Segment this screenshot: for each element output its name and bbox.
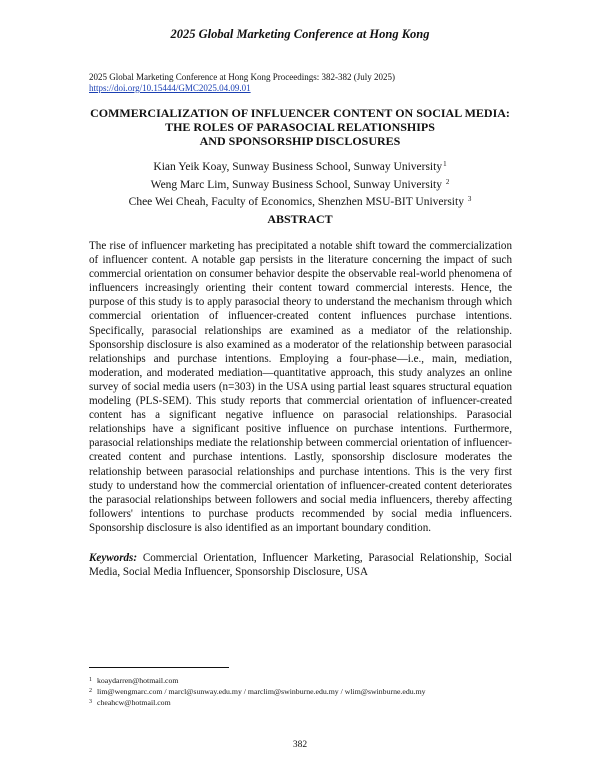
- footnote-email: lim@wengmarc.com / marcl@sunway.edu.my / marclim@swinburne.edu.my / wlim@swinburne.edu.my: [97, 687, 426, 696]
- proceedings-citation: 2025 Global Marketing Conference at Hong Kong Proceedings: 382-382 (July 2025): [89, 72, 395, 82]
- footnote: [89, 686, 519, 697]
- footnote-mark: 3: [89, 699, 92, 705]
- keywords-label: Keywords:: [89, 552, 138, 564]
- footnote-divider: [89, 667, 229, 668]
- footnote-email: cheahcw@hotmail.com: [97, 698, 171, 707]
- title-line-1: COMMERCIALIZATION OF INFLUENCER CONTENT ON SOCIAL MEDIA:: [90, 106, 510, 120]
- author-line: [60, 157, 540, 175]
- footnote-email: koaydarren@hotmail.com: [97, 676, 179, 685]
- footnote-mark: 2: [89, 688, 92, 694]
- title-line-2: THE ROLES OF PARASOCIAL RELATIONSHIPS: [165, 120, 435, 134]
- author-list: [60, 157, 540, 210]
- abstract-body: The rise of influencer marketing has precipitated a notable shift toward the commercialization of influencer content. A notable gap persists in the literature concerning the impact of such commercial orientation on consumer behavior despite the observable real-world phenomena of influencers increasingly orienting their content toward commercial interests. Hence, the purpose of this study is to apply parasocial theory to understand the mechanism through which commercial orientation of influencer-created content influences purchase intentions. Specifically, parasocial relationships are examined as a mediator of the relationship. Sponsorship disclosure is also examined as a moderator of the relationship between parasocial relationships and purchase intentions. Employing a four-phase—i.e., main, mediation, moderation, and moderated mediation—quantitative approach, this study analyzes an online survey of social media users (n=303) in the USA using partial least squares structural equation modeling (PLS-SEM). This study reports that commercial orientation of influencer-created content has a significant negative influence on parasocial relationships. Parasocial relationships have a significant positive influence on purchase intentions. Furthermore, parasocial relationships mediate the relationship between commercial orientation of influencer-created content and purchase intentions. Lastly, sponsorship disclosure moderates the relationship between parasocial relationships and purchase intentions. This is the very first study to understand how the commercial orientation of influencer-created content deteriorates the parasocial relationships between followers and social media influencers, thereby affecting followers' intentions to purchase products recommended by social media influencers. Sponsorship disclosure is also identified as an important boundary condition.: [89, 240, 512, 534]
- page-number: 382: [292, 740, 308, 750]
- paper-title: [60, 106, 540, 148]
- footnote-mark: 1: [89, 677, 92, 683]
- running-head: 2025 Global Marketing Conference at Hong Kong: [170, 27, 430, 41]
- author-footnote-mark: 1: [443, 160, 447, 168]
- footnote: [89, 675, 519, 686]
- author-name: Chee Wei Cheah, Faculty of Economics, Shenzhen MSU-BIT University: [128, 196, 464, 208]
- author-line: [60, 192, 540, 210]
- author-name: Kian Yeik Koay, Sunway Business School, Sunway University: [153, 161, 443, 173]
- keywords: [89, 551, 512, 579]
- author-footnote-mark: 3: [467, 195, 472, 203]
- abstract-heading: ABSTRACT: [267, 212, 333, 226]
- title-line-3: AND SPONSORSHIP DISCLOSURES: [199, 134, 401, 148]
- doi-link[interactable]: https://doi.org/10.15444/GMC2025.04.09.01: [89, 83, 251, 93]
- proceedings-info: [89, 72, 395, 94]
- author-line: [60, 175, 540, 193]
- footnote: [89, 697, 519, 708]
- author-name: Weng Marc Lim, Sunway Business School, Sunway University: [150, 178, 442, 191]
- author-footnote-mark: 2: [445, 177, 450, 186]
- footnotes: [89, 675, 519, 708]
- keywords-text: Commercial Orientation, Influencer Marketing, Parasocial Relationship, Social Media, Social Media Influencer, Sponsorship Disclosure, USA: [89, 552, 512, 579]
